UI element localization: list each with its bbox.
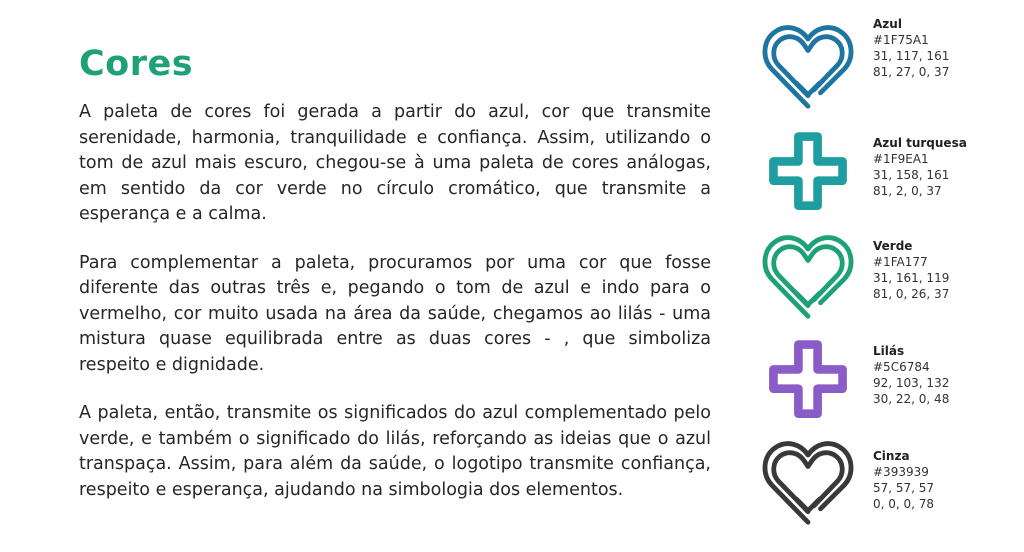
swatch-info <box>873 448 934 512</box>
swatch-cmyk: 81, 2, 0, 37 <box>873 184 942 198</box>
swatch-name: Lilás <box>873 344 905 358</box>
swatch-hex: #393939 <box>873 465 929 479</box>
swatch-name: Azul turquesa <box>873 136 967 150</box>
body-text <box>79 100 711 526</box>
swatch-name: Verde <box>873 239 913 253</box>
paragraph: Para complementar a paleta, procuramos por uma cor que fosse diferente das outras três e, pegando o tom de azul e indo para o vermelho, cor muito usada na área da saúde, chegamos ao lilás - uma mistura quase equilibrada entre as duas cores - , que simboliza respeito e dignidade. <box>79 252 711 375</box>
paragraph: A paleta de cores foi gerada a partir do azul, cor que transmite serenidade, harmonia, tranquilidade e confiança. Assim, utilizando o tom de azul mais escuro, chegou-se à uma paleta de cores análogas, em sentido da cor verde no círculo cromático, que transmite a esperança e a calma. <box>79 102 711 224</box>
swatch-info <box>873 238 949 302</box>
swatch-verde <box>760 226 1010 326</box>
swatch-hex: #1FA177 <box>873 255 928 269</box>
swatch-info <box>873 343 949 407</box>
swatch-rgb: 31, 117, 161 <box>873 49 950 63</box>
swatch-info <box>873 16 949 80</box>
swatch-name: Azul <box>873 17 902 31</box>
heart-icon <box>760 16 856 112</box>
swatch-cmyk: 0, 0, 0, 78 <box>873 497 935 511</box>
swatch-hex: #1F75A1 <box>873 33 929 47</box>
swatch-rgb: 31, 158, 161 <box>873 168 950 182</box>
cross-icon <box>760 333 856 429</box>
swatch-rgb: 31, 161, 119 <box>873 271 950 285</box>
cross-icon <box>760 125 856 221</box>
swatch-azul-turquesa <box>760 125 1010 225</box>
swatch-hex: #5C6784 <box>873 360 930 374</box>
heart-icon <box>760 432 856 528</box>
swatch-cmyk: 81, 27, 0, 37 <box>873 65 950 79</box>
swatch-cmyk: 81, 0, 26, 37 <box>873 287 950 301</box>
swatch-cmyk: 30, 22, 0, 48 <box>873 392 950 406</box>
swatch-lilas <box>760 333 1010 433</box>
swatch-rgb: 57, 57, 57 <box>873 481 935 495</box>
swatch-info <box>873 135 967 199</box>
swatch-hex: #1F9EA1 <box>873 152 929 166</box>
swatch-azul <box>760 16 1010 116</box>
page-title: Cores <box>79 44 194 84</box>
swatch-name: Cinza <box>873 449 910 463</box>
heart-icon <box>760 226 856 322</box>
swatch-cinza <box>760 432 1010 532</box>
swatch-rgb: 92, 103, 132 <box>873 376 950 390</box>
paragraph: A paleta, então, transmite os significados do azul complementado pelo verde, e também o significado do lilás, reforçando as ideias que o azul transpaça. Assim, para além da saúde, o logotipo transmite confiança, respeito e esperança, ajudando na simbologia dos elementos. <box>79 403 711 500</box>
